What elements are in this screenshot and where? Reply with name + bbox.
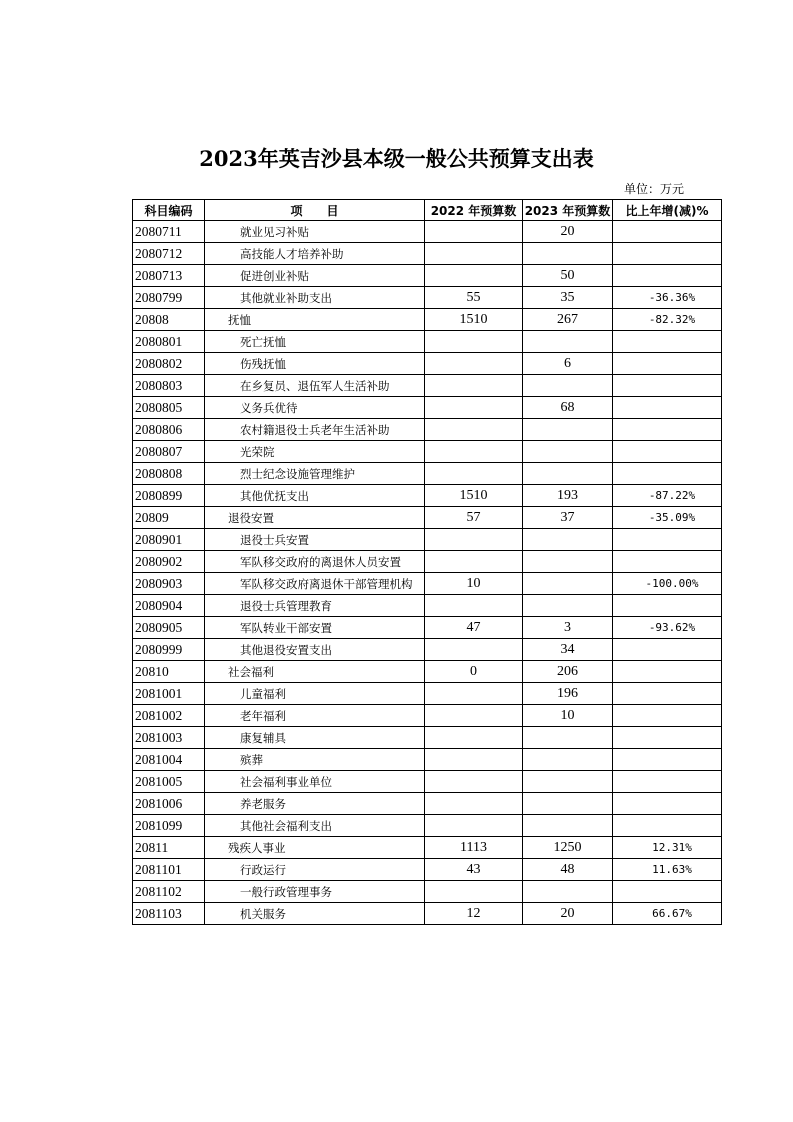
cell-budget-2023 [523, 463, 613, 485]
cell-budget-2023 [523, 441, 613, 463]
cell-change [613, 463, 722, 485]
cell-code: 2080712 [133, 243, 205, 265]
table-row [133, 595, 722, 617]
cell-item: 就业见习补贴 [205, 221, 425, 243]
table-row [133, 243, 722, 265]
cell-item: 死亡抚恤 [205, 331, 425, 353]
budget-table [132, 199, 722, 925]
table-row [133, 529, 722, 551]
table-row [133, 815, 722, 837]
cell-code: 2081003 [133, 727, 205, 749]
cell-code: 2080805 [133, 397, 205, 419]
cell-code: 2081101 [133, 859, 205, 881]
cell-change [613, 243, 722, 265]
cell-budget-2022: 12 [425, 903, 523, 925]
cell-change [613, 375, 722, 397]
cell-budget-2023 [523, 727, 613, 749]
cell-item: 农村籍退役士兵老年生活补助 [205, 419, 425, 441]
cell-code: 2080801 [133, 331, 205, 353]
table-row [133, 705, 722, 727]
cell-code: 2080713 [133, 265, 205, 287]
cell-budget-2023: 6 [523, 353, 613, 375]
cell-budget-2023 [523, 815, 613, 837]
cell-change [613, 419, 722, 441]
cell-code: 2080901 [133, 529, 205, 551]
cell-budget-2023 [523, 243, 613, 265]
cell-code: 2080711 [133, 221, 205, 243]
cell-change: -93.62% [613, 617, 722, 639]
cell-budget-2023 [523, 595, 613, 617]
cell-budget-2023: 10 [523, 705, 613, 727]
cell-budget-2022: 1510 [425, 309, 523, 331]
table-row [133, 793, 722, 815]
cell-code: 2081004 [133, 749, 205, 771]
table-row [133, 617, 722, 639]
cell-budget-2023: 48 [523, 859, 613, 881]
cell-item: 烈士纪念设施管理维护 [205, 463, 425, 485]
cell-code: 20810 [133, 661, 205, 683]
cell-budget-2022: 1510 [425, 485, 523, 507]
cell-item: 其他社会福利支出 [205, 815, 425, 837]
page-title: 2023年英吉沙县本级一般公共预算支出表 [199, 146, 594, 171]
cell-item: 抚恤 [205, 309, 425, 331]
cell-change [613, 771, 722, 793]
cell-item: 社会福利事业单位 [205, 771, 425, 793]
table-row [133, 463, 722, 485]
cell-budget-2022 [425, 441, 523, 463]
cell-item: 行政运行 [205, 859, 425, 881]
cell-code: 2081006 [133, 793, 205, 815]
table-row [133, 881, 722, 903]
table-row [133, 397, 722, 419]
cell-budget-2022 [425, 419, 523, 441]
cell-budget-2023: 50 [523, 265, 613, 287]
cell-change: 66.67% [613, 903, 722, 925]
cell-change [613, 221, 722, 243]
table-row [133, 331, 722, 353]
cell-code: 2080806 [133, 419, 205, 441]
cell-item: 一般行政管理事务 [205, 881, 425, 903]
cell-change: -36.36% [613, 287, 722, 309]
unit-label: 单位：万元 [624, 182, 685, 196]
cell-item: 殡葬 [205, 749, 425, 771]
table-row [133, 573, 722, 595]
cell-change: -35.09% [613, 507, 722, 529]
cell-budget-2022: 43 [425, 859, 523, 881]
cell-budget-2022: 0 [425, 661, 523, 683]
cell-budget-2022 [425, 529, 523, 551]
cell-budget-2023: 3 [523, 617, 613, 639]
cell-budget-2023: 35 [523, 287, 613, 309]
cell-budget-2022 [425, 243, 523, 265]
cell-budget-2023: 206 [523, 661, 613, 683]
cell-budget-2022 [425, 727, 523, 749]
cell-budget-2022 [425, 331, 523, 353]
cell-budget-2022 [425, 551, 523, 573]
cell-budget-2022 [425, 683, 523, 705]
cell-code: 2080903 [133, 573, 205, 595]
cell-item: 义务兵优待 [205, 397, 425, 419]
cell-budget-2023 [523, 419, 613, 441]
cell-budget-2022 [425, 771, 523, 793]
cell-code: 2080808 [133, 463, 205, 485]
cell-budget-2022: 57 [425, 507, 523, 529]
table-row [133, 265, 722, 287]
table-row [133, 749, 722, 771]
cell-change [613, 441, 722, 463]
cell-code: 2081103 [133, 903, 205, 925]
cell-budget-2022 [425, 463, 523, 485]
cell-budget-2023 [523, 771, 613, 793]
table-header-row [133, 200, 722, 221]
cell-item: 高技能人才培养补助 [205, 243, 425, 265]
cell-budget-2022: 55 [425, 287, 523, 309]
cell-budget-2023: 37 [523, 507, 613, 529]
cell-code: 2080799 [133, 287, 205, 309]
cell-budget-2023: 193 [523, 485, 613, 507]
cell-budget-2022 [425, 221, 523, 243]
cell-budget-2023 [523, 331, 613, 353]
header-change: 比上年增(减)% [613, 200, 722, 221]
cell-item: 老年福利 [205, 705, 425, 727]
cell-code: 20809 [133, 507, 205, 529]
cell-item: 退役士兵安置 [205, 529, 425, 551]
header-budget-2022: 2022 年预算数 [425, 200, 523, 221]
cell-budget-2022 [425, 265, 523, 287]
cell-item: 军队移交政府离退休干部管理机构 [205, 573, 425, 595]
table-row [133, 859, 722, 881]
cell-code: 2081005 [133, 771, 205, 793]
cell-budget-2022 [425, 815, 523, 837]
cell-code: 20808 [133, 309, 205, 331]
cell-item: 机关服务 [205, 903, 425, 925]
cell-change [613, 683, 722, 705]
cell-item: 退役士兵管理教育 [205, 595, 425, 617]
cell-budget-2023 [523, 749, 613, 771]
table-row [133, 639, 722, 661]
table-row [133, 287, 722, 309]
cell-change [613, 749, 722, 771]
cell-code: 2080902 [133, 551, 205, 573]
table-row [133, 507, 722, 529]
table-row [133, 837, 722, 859]
cell-budget-2023 [523, 793, 613, 815]
cell-code: 2080999 [133, 639, 205, 661]
cell-change: -87.22% [613, 485, 722, 507]
cell-budget-2023 [523, 375, 613, 397]
cell-item: 伤残抚恤 [205, 353, 425, 375]
cell-code: 2080802 [133, 353, 205, 375]
cell-item: 儿童福利 [205, 683, 425, 705]
header-item: 项 目 [205, 200, 425, 221]
cell-change [613, 331, 722, 353]
cell-change [613, 727, 722, 749]
cell-item: 残疾人事业 [205, 837, 425, 859]
cell-budget-2022: 1113 [425, 837, 523, 859]
cell-item: 军队移交政府的离退休人员安置 [205, 551, 425, 573]
cell-item: 社会福利 [205, 661, 425, 683]
cell-budget-2023: 68 [523, 397, 613, 419]
cell-item: 光荣院 [205, 441, 425, 463]
cell-budget-2023 [523, 551, 613, 573]
table-row [133, 375, 722, 397]
cell-budget-2022 [425, 793, 523, 815]
cell-budget-2022: 10 [425, 573, 523, 595]
table-row [133, 441, 722, 463]
cell-change [613, 705, 722, 727]
cell-budget-2022 [425, 353, 523, 375]
cell-code: 2081001 [133, 683, 205, 705]
table-row [133, 485, 722, 507]
table-row [133, 551, 722, 573]
header-code: 科目编码 [133, 200, 205, 221]
cell-budget-2022 [425, 749, 523, 771]
cell-item: 其他就业补助支出 [205, 287, 425, 309]
table-row [133, 419, 722, 441]
cell-change: 11.63% [613, 859, 722, 881]
cell-code: 20811 [133, 837, 205, 859]
cell-budget-2023: 267 [523, 309, 613, 331]
cell-budget-2023 [523, 881, 613, 903]
table-body [133, 221, 722, 925]
cell-budget-2022 [425, 639, 523, 661]
cell-budget-2022 [425, 881, 523, 903]
cell-code: 2080905 [133, 617, 205, 639]
cell-code: 2081102 [133, 881, 205, 903]
cell-change [613, 639, 722, 661]
table-row [133, 727, 722, 749]
cell-budget-2023 [523, 573, 613, 595]
cell-change [613, 661, 722, 683]
cell-code: 2081002 [133, 705, 205, 727]
cell-code: 2080807 [133, 441, 205, 463]
cell-budget-2023: 1250 [523, 837, 613, 859]
table-row [133, 661, 722, 683]
table-row [133, 683, 722, 705]
cell-item: 在乡复员、退伍军人生活补助 [205, 375, 425, 397]
table-row [133, 221, 722, 243]
cell-item: 其他优抚支出 [205, 485, 425, 507]
cell-code: 2080899 [133, 485, 205, 507]
cell-item: 促进创业补贴 [205, 265, 425, 287]
table-row [133, 353, 722, 375]
table-row [133, 903, 722, 925]
cell-change: -100.00% [613, 573, 722, 595]
cell-budget-2023: 20 [523, 903, 613, 925]
cell-change: -82.32% [613, 309, 722, 331]
cell-change [613, 397, 722, 419]
cell-budget-2022 [425, 397, 523, 419]
cell-change [613, 595, 722, 617]
cell-item: 康复辅具 [205, 727, 425, 749]
table-row [133, 771, 722, 793]
cell-budget-2023: 34 [523, 639, 613, 661]
cell-code: 2080803 [133, 375, 205, 397]
cell-item: 养老服务 [205, 793, 425, 815]
cell-change [613, 815, 722, 837]
cell-budget-2023: 20 [523, 221, 613, 243]
cell-item: 军队转业干部安置 [205, 617, 425, 639]
cell-budget-2022 [425, 375, 523, 397]
cell-code: 2081099 [133, 815, 205, 837]
cell-budget-2023 [523, 529, 613, 551]
cell-change [613, 793, 722, 815]
cell-budget-2023: 196 [523, 683, 613, 705]
cell-item: 其他退役安置支出 [205, 639, 425, 661]
cell-change [613, 529, 722, 551]
cell-change [613, 551, 722, 573]
table-row [133, 309, 722, 331]
cell-budget-2022: 47 [425, 617, 523, 639]
cell-budget-2022 [425, 595, 523, 617]
cell-change [613, 353, 722, 375]
cell-item: 退役安置 [205, 507, 425, 529]
cell-code: 2080904 [133, 595, 205, 617]
cell-change: 12.31% [613, 837, 722, 859]
cell-change [613, 881, 722, 903]
cell-budget-2022 [425, 705, 523, 727]
header-budget-2023: 2023 年预算数 [523, 200, 613, 221]
cell-change [613, 265, 722, 287]
